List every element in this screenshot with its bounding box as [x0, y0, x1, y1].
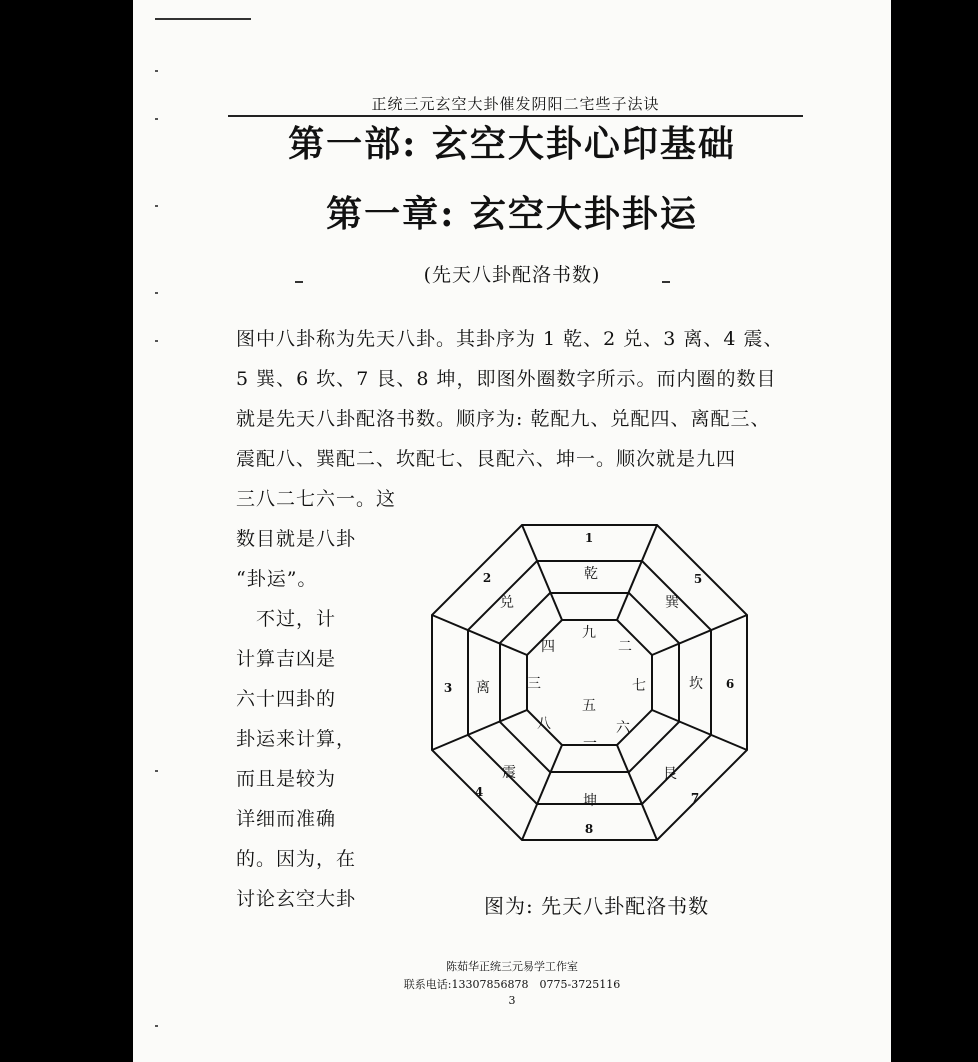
- side-line: 六十四卦的: [236, 688, 337, 710]
- trigram-gen: 艮: [663, 766, 677, 782]
- chapter-title: 第一章: 玄空大卦卦运: [326, 193, 698, 235]
- ring-divider: [522, 745, 562, 840]
- document-page: [133, 0, 891, 1062]
- trigram-dui: 兑: [500, 595, 514, 611]
- outer-number-zhen: 4: [474, 785, 484, 799]
- luoshu-center: 五: [582, 698, 596, 714]
- luoshu-li: 三: [527, 676, 541, 692]
- trigram-xun: 巽: [665, 595, 679, 611]
- ring-divider: [432, 710, 527, 750]
- side-line: 不过，计: [236, 608, 337, 630]
- side-line: 的。因为，在: [236, 848, 357, 870]
- ring-divider: [522, 525, 562, 620]
- luoshu-xun: 二: [618, 639, 632, 655]
- side-line: 而且是较为: [236, 768, 337, 790]
- outer-number-li: 3: [443, 681, 453, 695]
- ring-divider: [432, 615, 527, 655]
- luoshu-kun: 一: [583, 736, 597, 752]
- trigram-kan: 坎: [689, 676, 703, 692]
- scan-speck: [155, 70, 158, 72]
- outer-number-gen: 7: [690, 791, 700, 805]
- luoshu-kan: 七: [632, 678, 646, 694]
- ring-divider: [617, 525, 657, 620]
- outer-number-xun: 5: [693, 572, 703, 586]
- running-head: 正统三元玄空大卦催发阴阳二宅些子法诀: [371, 95, 660, 113]
- outer-number-kun: 8: [584, 822, 594, 836]
- side-column-text: [236, 519, 386, 919]
- side-line: 计算吉凶是: [236, 648, 337, 670]
- ring-divider: [617, 745, 657, 840]
- scan-speck: [155, 1025, 158, 1027]
- scan-speck: [155, 770, 158, 772]
- side-line: 数目就是八卦: [236, 528, 357, 550]
- body-paragraph: [236, 319, 811, 519]
- bagua-diagram: [427, 520, 752, 845]
- luoshu-gen: 六: [616, 720, 630, 736]
- footer-contact: 联系电话:13307856878 0775-3725116: [403, 978, 621, 991]
- outer-number-qian: 1: [584, 531, 594, 545]
- page-number: 3: [508, 994, 516, 1007]
- scan-speck: [155, 340, 158, 342]
- trigram-li: 离: [476, 680, 490, 696]
- luoshu-qian: 九: [582, 625, 596, 641]
- side-line: “卦运”。: [236, 568, 318, 590]
- outer-number-kan: 6: [725, 677, 735, 691]
- side-line: 卦运来计算，: [236, 728, 357, 750]
- footer-studio: 陈茹华正统三元易学工作室: [446, 960, 578, 973]
- ring-divider: [652, 710, 747, 750]
- paragraph-line: 三八二七六一。这: [236, 488, 397, 510]
- trigram-zhen: 震: [502, 765, 516, 781]
- subtitle-dash-right: [662, 281, 670, 283]
- side-line: 详细而准确: [236, 808, 337, 830]
- ring-divider: [652, 615, 747, 655]
- luoshu-dui: 四: [541, 639, 555, 655]
- subtitle: (先天八卦配洛书数): [423, 264, 601, 286]
- paragraph-line: 震配八、巽配二、坎配七、艮配六、坤一。顺次就是九四: [236, 448, 737, 470]
- outer-number-dui: 2: [482, 571, 492, 585]
- part-title: 第一部: 玄空大卦心印基础: [288, 123, 736, 165]
- trigram-qian: 乾: [584, 566, 598, 582]
- trigram-kun: 坤: [583, 793, 597, 809]
- luoshu-zhen: 八: [537, 716, 551, 732]
- paragraph-line: 5 巽、6 坎、7 艮、8 坤，即图外圈数字所示。而内圈的数目: [236, 368, 777, 390]
- scan-mark: [155, 18, 251, 20]
- side-line: 讨论玄空大卦: [236, 888, 357, 910]
- paragraph-line: 就是先天八卦配洛书数。顺序为: 乾配九、兑配四、离配三、: [236, 408, 771, 430]
- figure-caption: 图为: 先天八卦配洛书数: [484, 894, 710, 918]
- scan-speck: [155, 292, 158, 294]
- paragraph-line: 图中八卦称为先天八卦。其卦序为 1 乾、2 兑、3 离、4 震、: [236, 328, 784, 350]
